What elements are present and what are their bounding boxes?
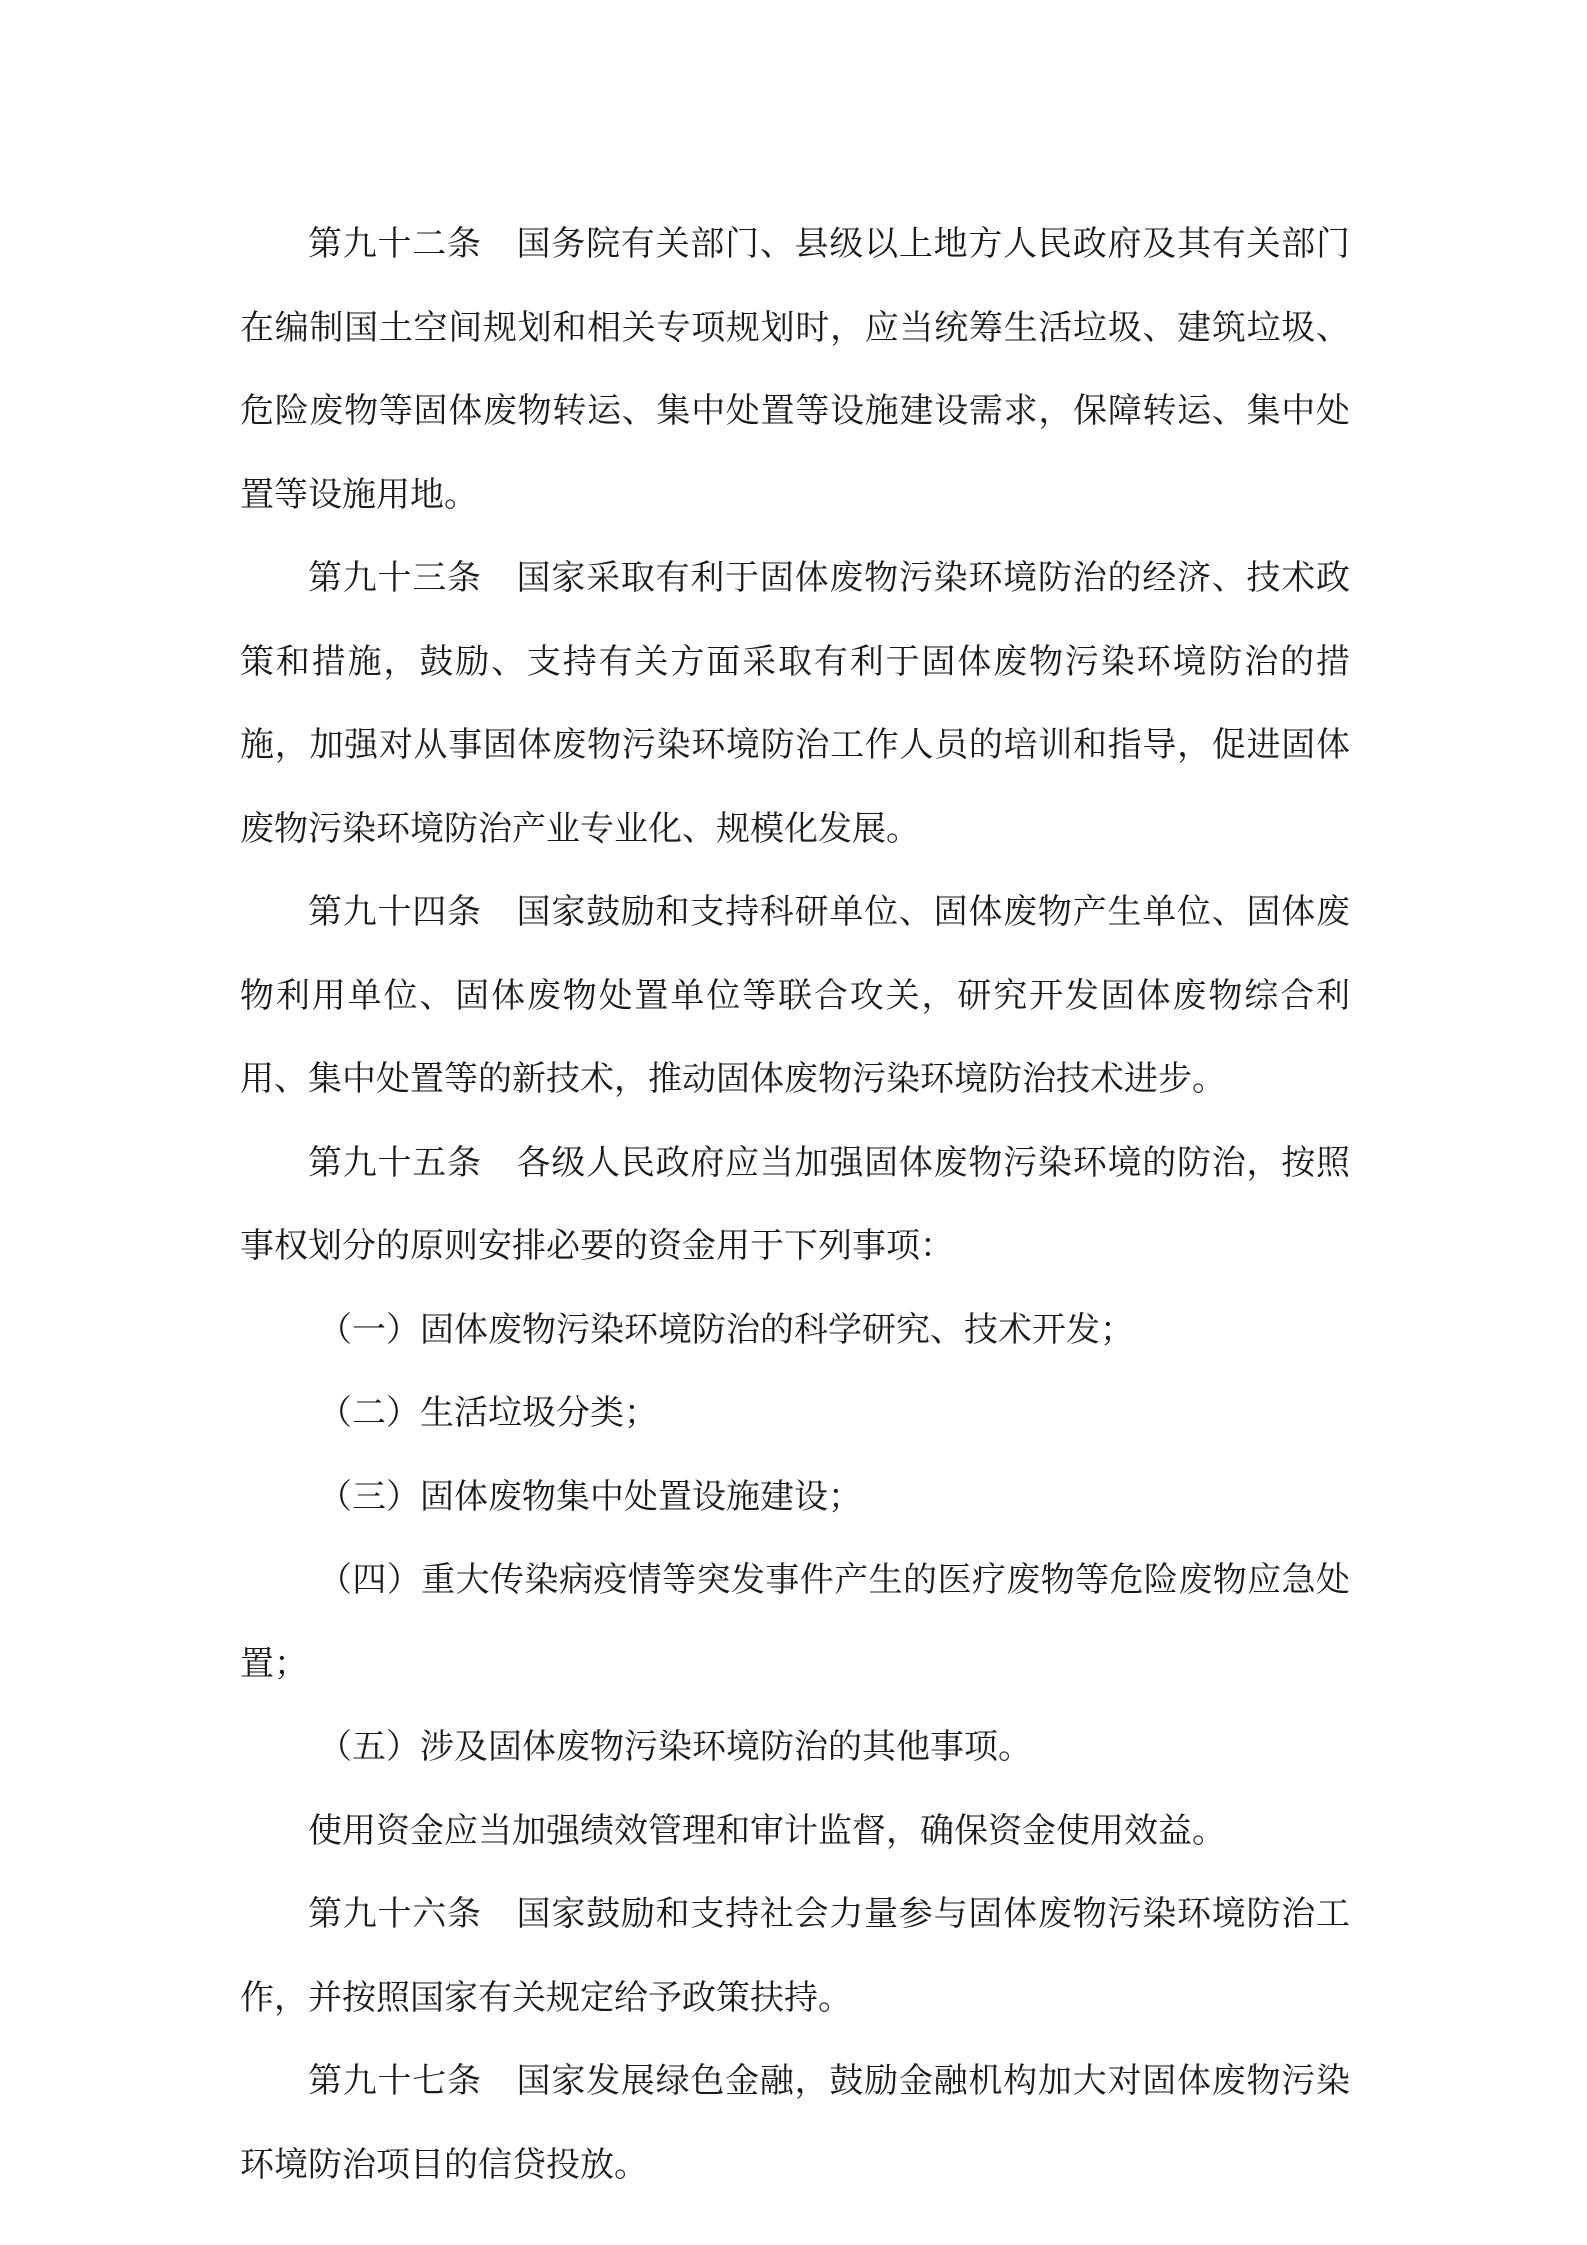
article-94 — [240, 871, 1350, 1122]
article-92 — [240, 203, 1350, 537]
article-number: 第九十六条 — [308, 1894, 482, 1934]
article-number: 第九十四条 — [308, 892, 482, 932]
article-text: 国家发展绿色金融，鼓励金融机构加大对固体废物污染环境防治项目的信贷投放。 — [240, 2061, 1351, 2185]
list-item: （五）涉及固体废物污染环境防治的其他事项。 — [318, 1727, 1032, 1767]
article-93 — [240, 537, 1350, 871]
article-text: 国家鼓励和支持科研单位、固体废物产生单位、固体废物利用单位、固体废物处置单位等联合攻关，研究开发固体废物综合利用、集中处置等的新技术，推动固体废物污染环境防治技术进步。 — [240, 892, 1351, 1099]
article-96 — [240, 1873, 1350, 2040]
article-number: 第九十三条 — [308, 558, 482, 598]
list-item: （二）生活垃圾分类； — [318, 1393, 658, 1433]
document-page — [240, 203, 1350, 2207]
article-number: 第九十二条 — [308, 224, 482, 264]
article-number: 第九十七条 — [308, 2061, 482, 2101]
closing-paragraph: 使用资金应当加强绩效管理和审计监督，确保资金使用效益。 — [308, 1810, 1226, 1851]
article-text: 国家鼓励和支持社会力量参与固体废物污染环境防治工作，并按照国家有关规定给予政策扶持。 — [240, 1894, 1351, 2018]
article-text: 各级人民政府应当加强固体废物污染环境的防治，按照事权划分的原则安排必要的资金用于下列事项： — [240, 1142, 1351, 1266]
list-item: （三）固体废物集中处置设施建设； — [318, 1476, 862, 1517]
article-97 — [240, 2040, 1350, 2207]
list-item: （一）固体废物污染环境防治的科学研究、技术开发； — [318, 1309, 1134, 1350]
article-95 — [240, 1122, 1350, 1289]
list-item: （四）重大传染病疫情等突发事件产生的医疗废物等危险废物应急处置； — [240, 1560, 1350, 1684]
article-text: 国家采取有利于固体废物污染环境防治的经济、技术政策和措施，鼓励、支持有关方面采取有利于固体废物污染环境防治的措施，加强对从事固体废物污染环境防治工作人员的培训和指导，促进固体废物污染环境防治产业专业化、规模化发展。 — [240, 558, 1351, 849]
article-number: 第九十五条 — [308, 1142, 482, 1183]
article-text: 国务院有关部门、县级以上地方人民政府及其有关部门在编制国土空间规划和相关专项规划时，应当统筹生活垃圾、建筑垃圾、危险废物等固体废物转运、集中处置等设施建设需求，保障转运、集中处置等设施用地。 — [240, 224, 1351, 515]
